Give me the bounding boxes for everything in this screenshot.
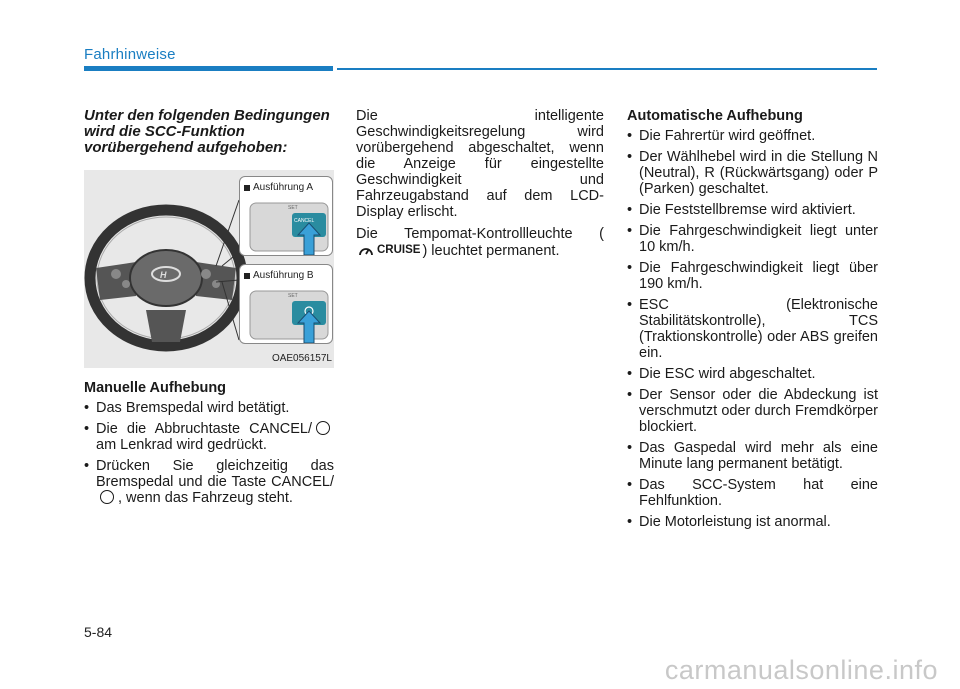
paragraph-text: ) leuchtet permanent.: [422, 243, 560, 259]
scc-deactivation-paragraph: Die intelligente Geschwindigkeitsregelung wird vorübergehend abgeschaltet, wenn die Anzeige für eingestellte Geschwindigkeit und Fahrzeugabstand auf dem LCD-Display erlischt.: [356, 108, 604, 220]
list-item-text: Das Bremspedal wird betätigt.: [96, 400, 290, 416]
paragraph-text: Die Tempomat-Kontrollleuchte (: [356, 226, 604, 242]
svg-text:H: H: [160, 270, 167, 280]
list-item: [84, 421, 334, 453]
header-section-title: Fahrhinweise: [84, 46, 176, 63]
cruise-indicator-paragraph: [356, 226, 604, 259]
header-rule-thick: [84, 66, 333, 71]
variant-a-text: Ausführung A: [253, 182, 314, 193]
list-item: • Die Fahrertür wird geöffnet.: [627, 128, 878, 144]
steering-wheel-figure: [84, 170, 334, 368]
list-item: • Der Sensor oder die Abdeckung ist verschmutzt oder durch Fremdkörper blockiert.: [627, 387, 878, 435]
callout-variant-b: [239, 264, 333, 344]
cruise-indicator-icon: [358, 242, 420, 258]
variant-b-text: Ausführung B: [253, 270, 314, 281]
list-item: • Die Fahrgeschwindigkeit liegt über 190 km/h.: [627, 260, 878, 292]
list-item-text: Drücken Sie gleichzeitig das Bremspedal und die Taste CANCEL/: [96, 458, 334, 490]
svg-text:SET: SET: [288, 205, 298, 211]
list-item: • Die Fahrgeschwindigkeit liegt unter 10 km/h.: [627, 223, 878, 255]
list-item: • Die Feststellbremse wird aktiviert.: [627, 202, 878, 218]
watermark: carmanualsonline.info: [664, 655, 938, 685]
column-2: [356, 108, 604, 265]
svg-text:SET: SET: [288, 293, 298, 299]
list-item: • Die Motorleistung ist anormal.: [627, 514, 878, 530]
list-item: • Der Wählhebel wird in die Stellung N (Neutral), R (Rückwärtsgang) oder P (Parken) geschaltet.: [627, 149, 878, 197]
cruise-indicator-text: CRUISE: [377, 244, 421, 256]
cancel-circle-icon: [316, 421, 330, 435]
list-item-text: am Lenkrad wird gedrückt.: [96, 437, 267, 453]
callout-variant-a: [239, 176, 333, 256]
manual-release-heading: Manuelle Aufhebung: [84, 380, 227, 396]
column-3: [627, 108, 878, 535]
automatic-release-heading: Automatische Aufhebung: [627, 108, 803, 124]
list-item: [84, 400, 334, 416]
list-item: • Das SCC-System hat eine Fehlfunktion.: [627, 477, 878, 509]
list-item-text: Die die Abbruchtaste CANCEL/: [96, 421, 312, 437]
manual-release-list: [84, 400, 334, 506]
cancel-circle-icon: [100, 490, 114, 504]
figure-code: OAE056157L: [271, 353, 332, 364]
intro-heading: Unter den folgenden Bedingungen wird die SCC-Funktion vorübergehend aufgehoben:: [84, 107, 330, 156]
column-1: [84, 108, 334, 511]
automatic-release-list: [627, 128, 878, 530]
list-item: • ESC (Elektronische Stabilitätskontrolle), TCS (Traktionskontrolle) oder ABS greifen ein.: [627, 297, 878, 361]
header-rule-thin: [337, 68, 877, 70]
page-number: 5-84: [84, 624, 113, 640]
list-item-text: , wenn das Fahrzeug steht.: [118, 490, 293, 506]
list-item: [84, 458, 334, 506]
list-item: • Das Gaspedal wird mehr als eine Minute lang permanent betätigt.: [627, 440, 878, 472]
svg-text:CANCEL: CANCEL: [294, 218, 315, 224]
list-item: • Die ESC wird abgeschaltet.: [627, 366, 878, 382]
